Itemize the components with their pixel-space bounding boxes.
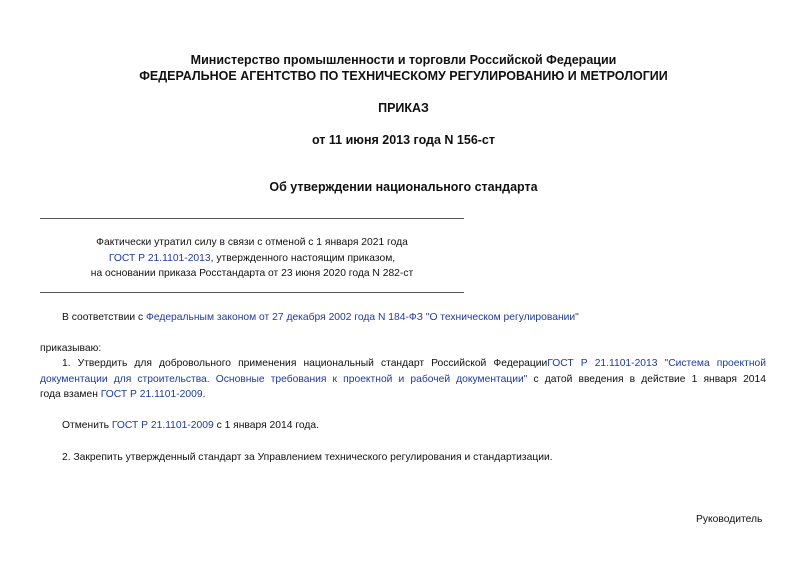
item1-line2 [40,372,766,388]
status-note-line2 [40,251,464,267]
item1-mid: с датой введения в действие 1 января 2014 [527,373,766,385]
item1-line1 [40,356,766,372]
cancel-paragraph [62,418,319,434]
gost-2009-link[interactable]: ГОСТ Р 21.1101-2009 [100,389,203,400]
cancel-prefix: Отменить [62,420,112,431]
gost-2013-full-link-b[interactable]: документации для строительства. Основные требования к проектной и рабочей документации" [40,373,528,385]
order-word: приказываю: [40,343,102,354]
gost-2009-cancel-link[interactable]: ГОСТ Р 21.1101-2009 [111,420,214,431]
item1-prefix: 1. Утвердить для добровольного применения национальный стандарт Российской Федерации [62,358,548,369]
gost-2013-link[interactable]: ГОСТ Р 21.1101-2013 [108,252,211,264]
status-note [40,235,464,282]
doc-subject: Об утверждении национального стандарта [269,180,538,194]
note-bottom-divider [40,292,464,293]
item1-paragraph [40,356,766,403]
item1-line3 [40,387,766,403]
gost-2013-full-link-a[interactable]: ГОСТ Р 21.1101-2013 "Система проектной [547,358,766,369]
status-note-line2-rest: , утвержденного настоящим приказом, [210,252,396,264]
ministry-title: Министерство промышленности и торговли Российской Федерации [190,53,617,67]
intro-prefix: В соответствии с [62,312,146,323]
intro-paragraph [62,310,579,326]
status-note-line1: Фактически утратил силу в связи с отменой с 1 января 2021 года [96,237,408,248]
federal-law-link[interactable]: Федеральным законом от 27 декабря 2002 года N 184-ФЗ "О техническом регулировании" [145,312,579,323]
item1-line3-suffix: . [202,389,206,400]
item2-paragraph: 2. Закрепить утвержденный стандарт за Управлением технического регулирования и стандартизации. [62,452,553,463]
cancel-suffix: с 1 января 2014 года. [213,420,319,431]
doc-type: ПРИКАЗ [378,101,429,115]
signature-title: Руководитель [696,514,763,525]
agency-title: ФЕДЕРАЛЬНОЕ АГЕНТСТВО ПО ТЕХНИЧЕСКОМУ РЕГУЛИРОВАНИЮ И МЕТРОЛОГИИ [139,69,668,83]
status-note-line3: на основании приказа Росстандарта от 23 июня 2020 года N 282-ст [90,268,414,279]
note-top-divider [40,218,464,219]
date-number: от 11 июня 2013 года N 156-ст [311,133,496,147]
item1-line3-prefix: года взамен [40,389,101,400]
